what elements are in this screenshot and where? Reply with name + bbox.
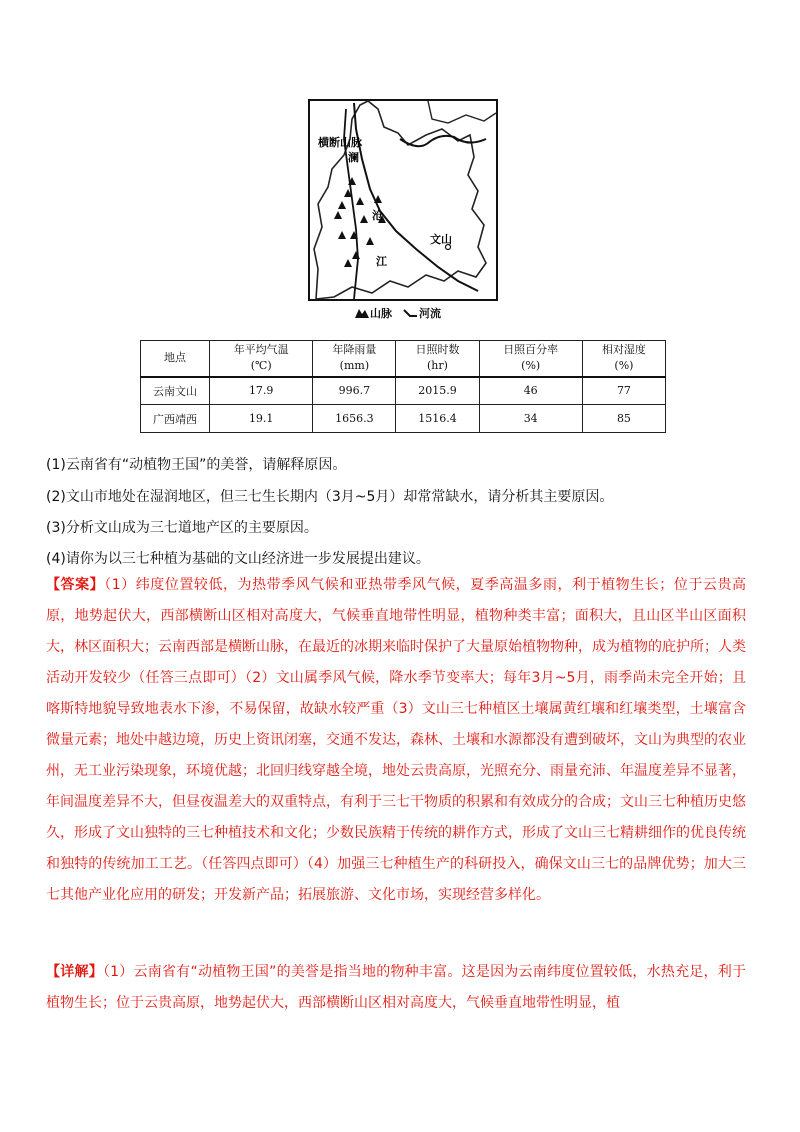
table-cell: 广西靖西 xyxy=(141,405,210,433)
climate-table xyxy=(140,340,666,433)
header-cell: 年平均气温 (℃) xyxy=(210,341,313,377)
detail-tag: 【详解】 xyxy=(46,964,103,980)
answer-block xyxy=(46,570,746,911)
question-1: (1)云南省有“动植物王国”的美誉，请解释原因。 xyxy=(46,457,347,473)
label-cang: 沧 xyxy=(372,209,383,222)
question-4: (4)请你为以三七种植为基础的文山经济进一步发展提出建议。 xyxy=(46,551,430,567)
question-2: (2)文山市地处在湿润地区，但三七生长期内（3月~5月）却常常缺水，请分析其主要原因。 xyxy=(46,489,614,505)
header-cell: 日照百分率 (%) xyxy=(479,341,582,377)
table-cell: 1656.3 xyxy=(313,405,396,433)
map-legend xyxy=(355,303,465,323)
table-cell: 34 xyxy=(479,405,582,433)
table-cell: 云南文山 xyxy=(141,377,210,405)
mountain-legend-icon xyxy=(355,307,369,319)
table-header-row xyxy=(141,341,666,377)
table-cell: 1516.4 xyxy=(396,405,479,433)
label-hengduan: 横断山脉 xyxy=(318,136,362,149)
legend-mountain-label: 山脉 xyxy=(370,307,392,320)
header-cell: 相对湿度 (%) xyxy=(582,341,665,377)
yunnan-map xyxy=(308,99,498,301)
answer-tag: 【答案】 xyxy=(46,577,105,593)
detail-block xyxy=(46,957,746,1019)
answer-text: （1）纬度位置较低，为热带季风气候和亚热带季风气候，夏季高温多雨，利于植物生长；位于云贵高原，地势起伏大，西部横断山区相对高度大，气候垂直地带性明显，植物种类丰富；面积大，且山区半山区面积大，林区面积大；云南西部是横断山脉，在最近的冰期来临时保护了大量原始植物物种，成为植物的庇护所；人类活动开发较少（任答三点即可）（2）文山属季风气候，降水季节变率大；每年3月~5月，雨季尚未完全开始；且喀斯特地貌导致地表水下渗，不易保留，故缺水较严重（3）文山三七种植区土壤属黄红壤和红壤类型，土壤富含微量元素；地处中越边境，历史上资讯闭塞，交通不发达，森林、土壤和水源都没有遭到破坏，文山为典型的农业州，无工业污染现象，环境优越；北回归线穿越全境，地处云贵高原，光照充分、雨量充沛、年温度差异不显著，年间温度差异不大，但昼夜温差大的双重特点，有利于三七干物质的积累和有效成分的合成；文山三七种植历史悠久，形成了文山独特的三七种植技术和文化；少数民族精于传统的耕作方式，形成了文山三七精耕细作的优良传统和独特的传统加工工艺。（任答四点即可）（4）加强三七种植生产的科研投入，确保文山三七的品牌优势；加大三七其他产业化应用的研发；开发新产品；拓展旅游、文化市场，实现经营多样化。 xyxy=(46,577,747,903)
table-cell: 46 xyxy=(479,377,582,405)
table-cell: 2015.9 xyxy=(396,377,479,405)
label-jiang: 江 xyxy=(376,255,387,268)
river-legend-icon xyxy=(403,307,417,319)
table-row xyxy=(141,377,666,405)
question-3: (3)分析文山成为三七道地产区的主要原因。 xyxy=(46,520,318,536)
header-cell: 年降雨量 (mm) xyxy=(313,341,396,377)
label-wenshan: 文山 xyxy=(430,233,452,246)
header-cell: 地点 xyxy=(141,341,210,377)
table-row xyxy=(141,405,666,433)
table-cell: 17.9 xyxy=(210,377,313,405)
header-cell: 日照时数 (hr) xyxy=(396,341,479,377)
table-cell: 77 xyxy=(582,377,665,405)
label-lan: 澜 xyxy=(348,151,359,164)
map-figure xyxy=(308,99,498,301)
legend-river-label: 河流 xyxy=(419,307,441,320)
detail-text: （1）云南省有“动植物王国”的美誉是指当地的物种丰富。这是因为云南纬度位置较低，水热充足，利于植物生长；位于云贵高原，地势起伏大，西部横断山区相对高度大，气候垂直地带性明显，植 xyxy=(46,964,746,1011)
table-cell: 85 xyxy=(582,405,665,433)
table-cell: 19.1 xyxy=(210,405,313,433)
table-cell: 996.7 xyxy=(313,377,396,405)
map-frame xyxy=(309,100,497,300)
